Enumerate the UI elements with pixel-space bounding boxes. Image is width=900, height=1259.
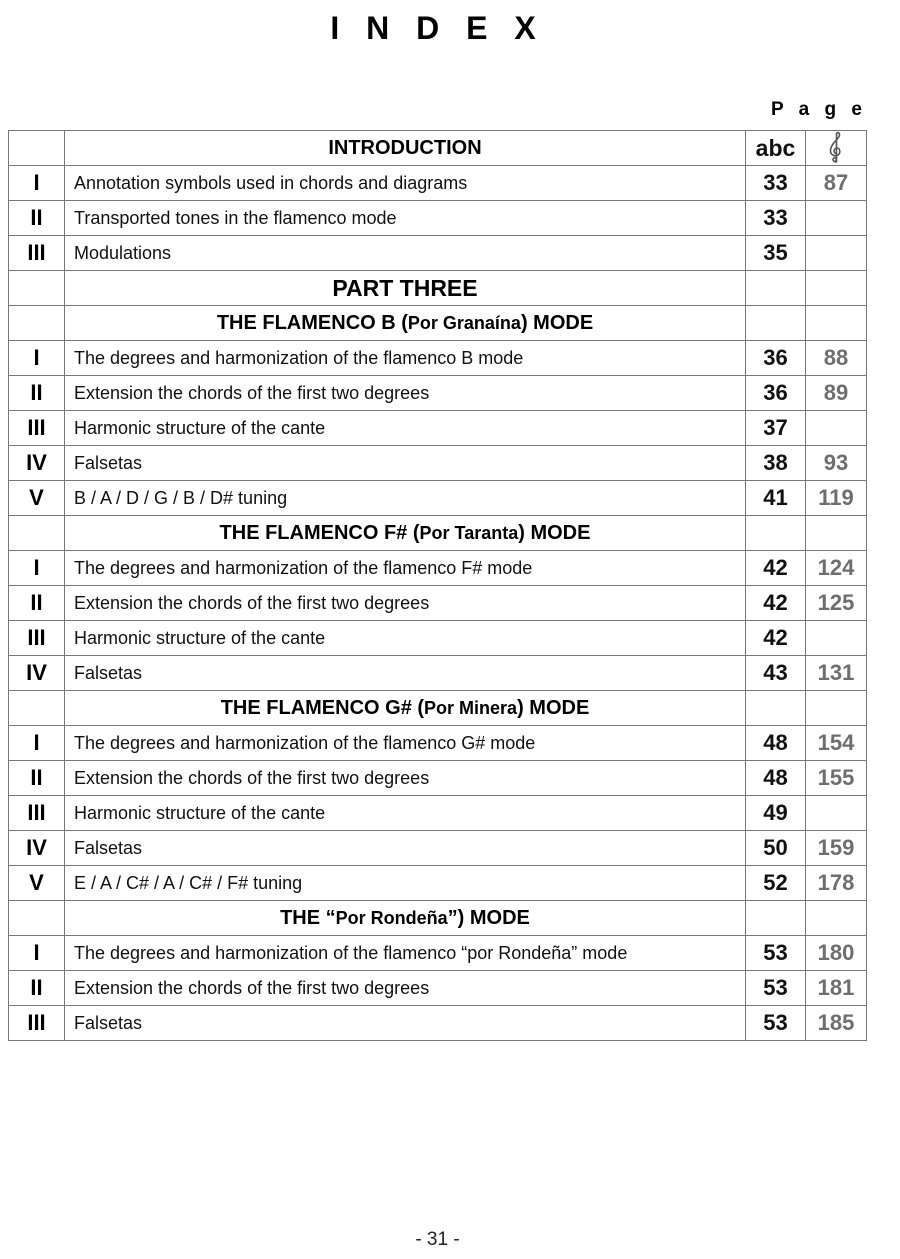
row-number: IV [9,831,65,866]
section-title-style: Por Granaína [407,312,521,333]
row-description: Falsetas [65,656,746,691]
row-number: V [9,481,65,516]
table-row [9,726,867,761]
table-row [9,411,867,446]
row-description: The degrees and harmonization of the flamenco G# mode [65,726,746,761]
empty-cell [746,306,806,341]
row-description: Extension the chords of the first two degrees [65,761,746,796]
abc-page-number: 53 [746,971,806,1006]
notation-page-number [806,236,867,271]
abc-page-number: 41 [746,481,806,516]
abc-page-number: 42 [746,551,806,586]
section-title-prefix: THE FLAMENCO F# ( [219,521,420,544]
notation-page-number: 124 [806,551,867,586]
notation-page-number: 155 [806,761,867,796]
abc-page-number: 36 [746,341,806,376]
row-number: II [9,201,65,236]
abc-page-number: 38 [746,446,806,481]
abc-page-number: 36 [746,376,806,411]
empty-cell [746,691,806,726]
row-description: B / A / D / G / B / D# tuning [65,481,746,516]
row-description: Harmonic structure of the cante [65,796,746,831]
index-table [8,130,867,1041]
abc-page-number: 52 [746,866,806,901]
introduction-heading: INTRODUCTION [65,131,746,166]
row-number: I [9,726,65,761]
notation-page-number: 87 [806,166,867,201]
empty-cell [9,901,65,936]
notation-page-number: 180 [806,936,867,971]
section-title-suffix: ) MODE [517,696,590,719]
row-number: III [9,796,65,831]
row-description: Modulations [65,236,746,271]
notation-page-number: 119 [806,481,867,516]
row-number: IV [9,446,65,481]
notation-page-number [806,411,867,446]
section-title-prefix: THE “ [280,906,336,929]
abc-page-number: 50 [746,831,806,866]
row-number: III [9,621,65,656]
empty-cell [746,271,806,306]
abc-page-number: 37 [746,411,806,446]
table-row [9,831,867,866]
row-description: Falsetas [65,446,746,481]
notation-page-number: 185 [806,1006,867,1041]
empty-cell [9,131,65,166]
row-description: The degrees and harmonization of the flamenco “por Rondeña” mode [65,936,746,971]
table-row [9,481,867,516]
treble-clef-icon [827,131,845,165]
notation-page-number [806,201,867,236]
notation-page-number: 181 [806,971,867,1006]
page-title: I N D E X [330,10,545,46]
empty-cell [9,271,65,306]
notation-page-number: 159 [806,831,867,866]
abc-page-number: 35 [746,236,806,271]
table-row [9,971,867,1006]
empty-cell [806,516,867,551]
section-title-style: Por Rondeña [335,907,448,928]
abc-column-header: abc [746,131,806,166]
notation-page-number: 88 [806,341,867,376]
row-description: Annotation symbols used in chords and diagrams [65,166,746,201]
section-heading [65,306,746,341]
notation-page-number: 154 [806,726,867,761]
notation-page-number: 125 [806,586,867,621]
table-row [9,201,867,236]
row-number: II [9,971,65,1006]
section-heading [65,691,746,726]
empty-cell [9,691,65,726]
row-description: Falsetas [65,1006,746,1041]
header-row [9,131,867,166]
abc-page-number: 43 [746,656,806,691]
row-description: Extension the chords of the first two degrees [65,971,746,1006]
table-row [9,341,867,376]
abc-page-number: 48 [746,726,806,761]
row-number: III [9,236,65,271]
index-table-body [9,131,867,1041]
section-heading [65,901,746,936]
section-heading-row [9,901,867,936]
table-row [9,446,867,481]
notation-column-header [806,131,867,166]
row-description: Extension the chords of the first two degrees [65,586,746,621]
empty-cell [746,901,806,936]
section-heading-row [9,516,867,551]
notation-page-number: 178 [806,866,867,901]
section-heading-row [9,691,867,726]
section-title-prefix: THE FLAMENCO B ( [216,311,408,334]
abc-page-number: 33 [746,201,806,236]
abc-page-number: 49 [746,796,806,831]
table-row [9,236,867,271]
empty-cell [806,901,867,936]
table-row [9,551,867,586]
row-number: III [9,411,65,446]
section-title-style: Por Minera [424,697,518,718]
abc-page-number: 33 [746,166,806,201]
empty-cell [806,271,867,306]
table-row [9,586,867,621]
abc-page-number: 42 [746,621,806,656]
row-description: The degrees and harmonization of the flamenco F# mode [65,551,746,586]
abc-page-number: 53 [746,936,806,971]
section-title-suffix: ) MODE [520,311,594,334]
table-row [9,656,867,691]
notation-page-number [806,796,867,831]
empty-cell [9,516,65,551]
table-row [9,936,867,971]
section-heading [65,516,746,551]
empty-cell [806,306,867,341]
section-heading-row [9,306,867,341]
page-column-label: P a g e [771,99,867,120]
table-row [9,376,867,411]
row-description: Harmonic structure of the cante [65,411,746,446]
part-heading: PART THREE [65,271,746,306]
row-description: Harmonic structure of the cante [65,621,746,656]
section-title-style: Por Taranta [419,522,519,543]
empty-cell [746,516,806,551]
notation-page-number: 89 [806,376,867,411]
notation-page-number: 131 [806,656,867,691]
row-number: I [9,166,65,201]
table-row [9,166,867,201]
empty-cell [806,691,867,726]
row-description: The degrees and harmonization of the flamenco B mode [65,341,746,376]
table-row [9,866,867,901]
row-number: IV [9,656,65,691]
section-title-suffix: ”) MODE [447,906,530,929]
row-description: E / A / C# / A / C# / F# tuning [65,866,746,901]
row-description: Extension the chords of the first two degrees [65,376,746,411]
page-number: - 31 - [415,1229,460,1250]
section-title-prefix: THE FLAMENCO G# ( [220,696,425,719]
abc-page-number: 48 [746,761,806,796]
notation-page-number [806,621,867,656]
row-description: Transported tones in the flamenco mode [65,201,746,236]
row-number: I [9,936,65,971]
row-number: I [9,341,65,376]
empty-cell [9,306,65,341]
row-number: III [9,1006,65,1041]
row-number: V [9,866,65,901]
table-row [9,796,867,831]
row-number: I [9,551,65,586]
part-heading-row [9,271,867,306]
notation-page-number: 93 [806,446,867,481]
row-number: II [9,761,65,796]
section-title-suffix: ) MODE [518,521,591,544]
table-row [9,621,867,656]
table-row [9,1006,867,1041]
table-row [9,761,867,796]
row-number: II [9,586,65,621]
row-description: Falsetas [65,831,746,866]
row-number: II [9,376,65,411]
abc-page-number: 53 [746,1006,806,1041]
abc-page-number: 42 [746,586,806,621]
